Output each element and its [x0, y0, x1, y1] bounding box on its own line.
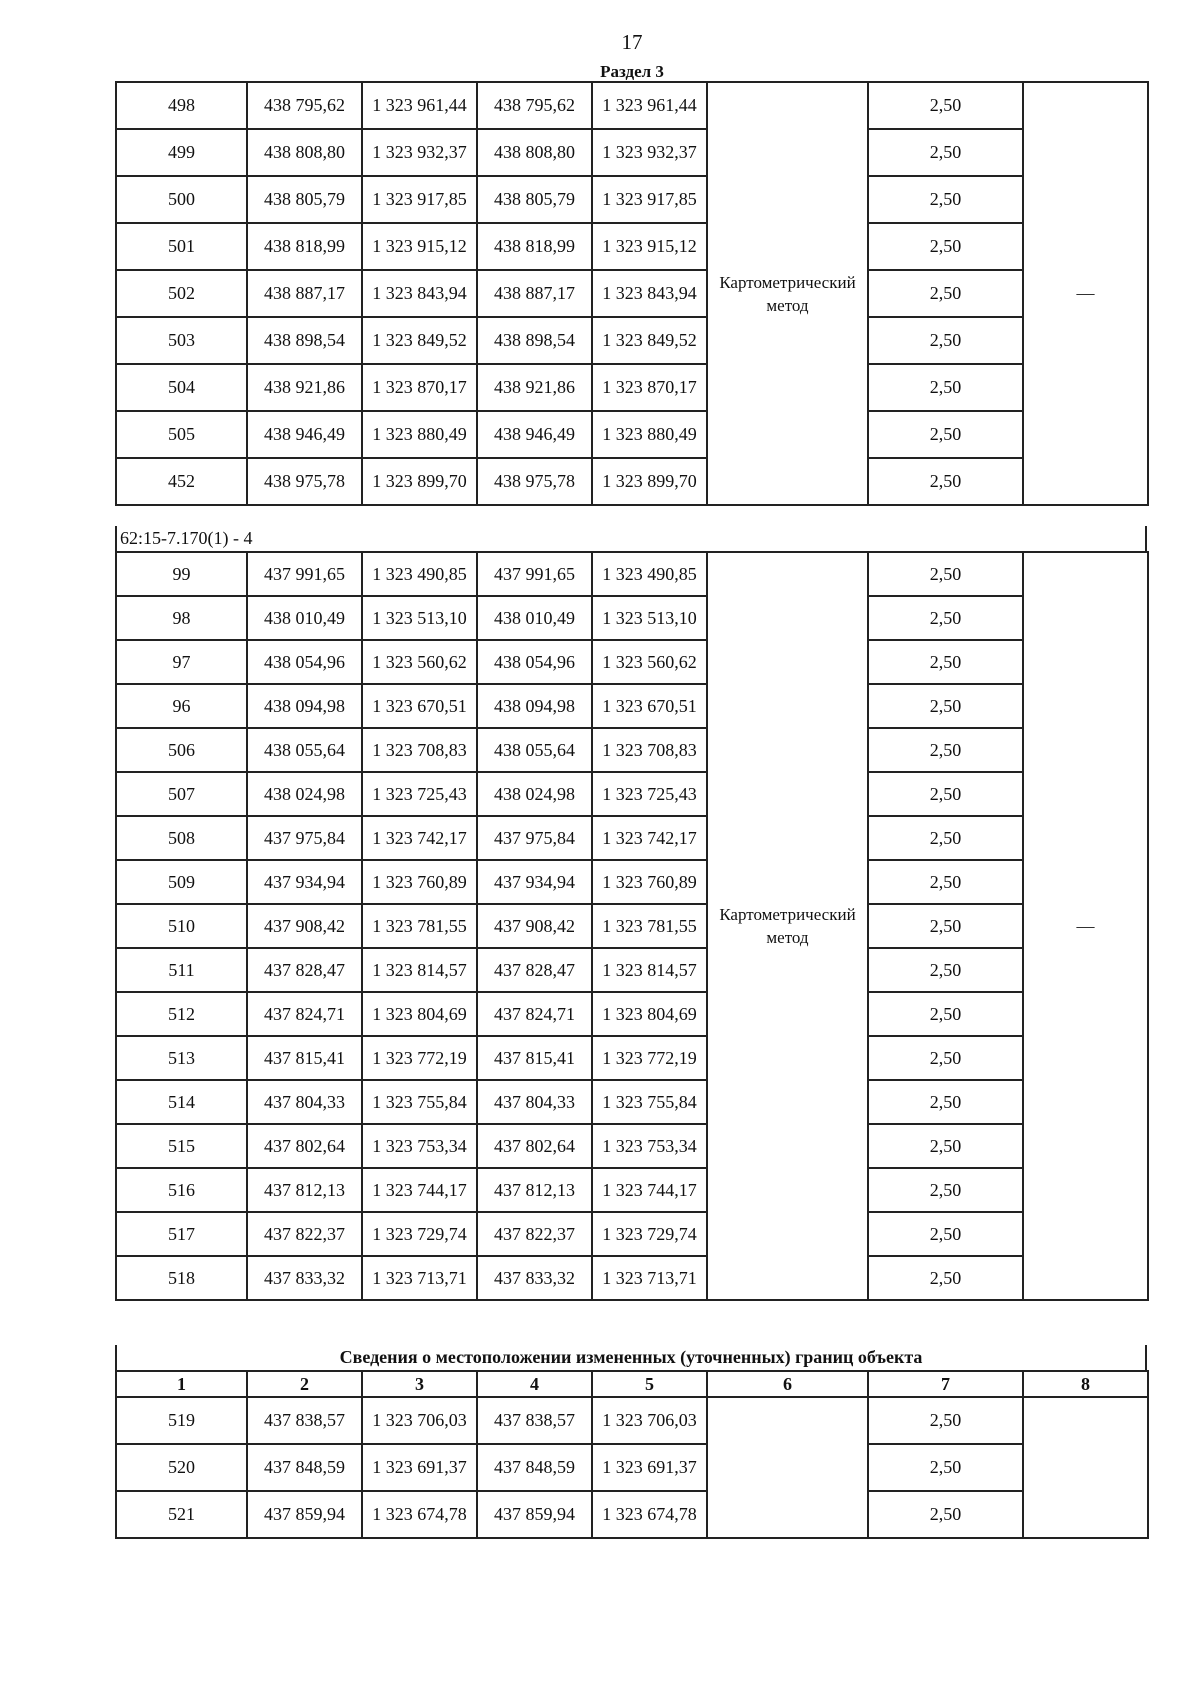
refined-x-cell: 438 805,79: [477, 176, 592, 223]
refined-x-cell: 437 824,71: [477, 992, 592, 1036]
point-number-cell: 502: [116, 270, 247, 317]
existing-x-cell: 437 934,94: [247, 860, 362, 904]
existing-x-cell: 438 094,98: [247, 684, 362, 728]
existing-x-cell: 438 946,49: [247, 411, 362, 458]
column-number-cell: 2: [247, 1371, 362, 1397]
existing-y-cell: 1 323 560,62: [362, 640, 477, 684]
refined-y-cell: 1 323 755,84: [592, 1080, 707, 1124]
existing-x-cell: 437 824,71: [247, 992, 362, 1036]
table-row: [116, 1491, 1148, 1538]
point-number-cell: 508: [116, 816, 247, 860]
refined-y-cell: 1 323 781,55: [592, 904, 707, 948]
existing-x-cell: 437 815,41: [247, 1036, 362, 1080]
table-row: [116, 223, 1148, 270]
column-number-cell: 7: [868, 1371, 1023, 1397]
existing-y-cell: 1 323 706,03: [362, 1397, 477, 1444]
existing-y-cell: 1 323 932,37: [362, 129, 477, 176]
refined-y-cell: 1 323 742,17: [592, 816, 707, 860]
point-number-cell: 507: [116, 772, 247, 816]
refined-y-cell: 1 323 670,51: [592, 684, 707, 728]
existing-y-cell: 1 323 753,34: [362, 1124, 477, 1168]
accuracy-cell: 2,50: [868, 728, 1023, 772]
refined-x-cell: 437 908,42: [477, 904, 592, 948]
table-row: [116, 270, 1148, 317]
existing-y-cell: 1 323 744,17: [362, 1168, 477, 1212]
existing-x-cell: 438 898,54: [247, 317, 362, 364]
point-number-cell: 504: [116, 364, 247, 411]
accuracy-cell: 2,50: [868, 640, 1023, 684]
point-number-cell: 521: [116, 1491, 247, 1538]
table-row: [116, 948, 1148, 992]
existing-x-cell: 438 975,78: [247, 458, 362, 505]
accuracy-cell: 2,50: [868, 1036, 1023, 1080]
table-row: [116, 904, 1148, 948]
accuracy-cell: 2,50: [868, 684, 1023, 728]
point-number-cell: 509: [116, 860, 247, 904]
table-row: [116, 1397, 1148, 1444]
existing-x-cell: 437 975,84: [247, 816, 362, 860]
table-row: [116, 458, 1148, 505]
refined-x-cell: 437 859,94: [477, 1491, 592, 1538]
refined-x-cell: 437 838,57: [477, 1397, 592, 1444]
column-number-cell: 3: [362, 1371, 477, 1397]
refined-y-cell: 1 323 804,69: [592, 992, 707, 1036]
accuracy-cell: 2,50: [868, 270, 1023, 317]
existing-y-cell: 1 323 915,12: [362, 223, 477, 270]
existing-x-cell: 438 818,99: [247, 223, 362, 270]
refined-y-cell: 1 323 490,85: [592, 552, 707, 596]
column-number-header: [115, 1370, 1149, 1398]
accuracy-cell: 2,50: [868, 816, 1023, 860]
point-number-cell: 518: [116, 1256, 247, 1300]
refined-y-cell: 1 323 706,03: [592, 1397, 707, 1444]
refined-y-cell: 1 323 753,34: [592, 1124, 707, 1168]
refined-x-cell: 438 010,49: [477, 596, 592, 640]
note-cell: [1023, 1397, 1148, 1538]
existing-y-cell: 1 323 843,94: [362, 270, 477, 317]
existing-x-cell: 437 991,65: [247, 552, 362, 596]
accuracy-cell: 2,50: [868, 552, 1023, 596]
existing-x-cell: 437 833,32: [247, 1256, 362, 1300]
accuracy-cell: 2,50: [868, 223, 1023, 270]
existing-y-cell: 1 323 674,78: [362, 1491, 477, 1538]
point-number-cell: 97: [116, 640, 247, 684]
point-number-cell: 511: [116, 948, 247, 992]
point-number-cell: 498: [116, 82, 247, 129]
accuracy-cell: 2,50: [868, 1491, 1023, 1538]
accuracy-cell: 2,50: [868, 129, 1023, 176]
column-number-cell: 6: [707, 1371, 868, 1397]
accuracy-cell: 2,50: [868, 411, 1023, 458]
refined-x-cell: 438 054,96: [477, 640, 592, 684]
existing-x-cell: 437 848,59: [247, 1444, 362, 1491]
existing-x-cell: 437 804,33: [247, 1080, 362, 1124]
existing-x-cell: 437 812,13: [247, 1168, 362, 1212]
refined-y-cell: 1 323 691,37: [592, 1444, 707, 1491]
refined-x-cell: 438 818,99: [477, 223, 592, 270]
existing-x-cell: 438 024,98: [247, 772, 362, 816]
refined-x-cell: 437 991,65: [477, 552, 592, 596]
table-row: [116, 552, 1148, 596]
accuracy-cell: 2,50: [868, 948, 1023, 992]
existing-y-cell: 1 323 670,51: [362, 684, 477, 728]
point-number-cell: 506: [116, 728, 247, 772]
refined-x-cell: 438 975,78: [477, 458, 592, 505]
existing-y-cell: 1 323 760,89: [362, 860, 477, 904]
table-row: [116, 728, 1148, 772]
refined-y-cell: 1 323 560,62: [592, 640, 707, 684]
refined-x-cell: 437 848,59: [477, 1444, 592, 1491]
point-number-cell: 515: [116, 1124, 247, 1168]
table-row: [116, 596, 1148, 640]
table-row: [116, 772, 1148, 816]
point-number-cell: 517: [116, 1212, 247, 1256]
refined-y-cell: 1 323 814,57: [592, 948, 707, 992]
refined-x-cell: 437 833,32: [477, 1256, 592, 1300]
refined-y-cell: 1 323 917,85: [592, 176, 707, 223]
refined-y-cell: 1 323 713,71: [592, 1256, 707, 1300]
existing-x-cell: 438 795,62: [247, 82, 362, 129]
refined-x-cell: 438 887,17: [477, 270, 592, 317]
existing-x-cell: 437 838,57: [247, 1397, 362, 1444]
table-row: [116, 1124, 1148, 1168]
accuracy-cell: 2,50: [868, 1397, 1023, 1444]
refined-x-cell: 437 828,47: [477, 948, 592, 992]
existing-y-cell: 1 323 691,37: [362, 1444, 477, 1491]
accuracy-cell: 2,50: [868, 1124, 1023, 1168]
table-row: [116, 176, 1148, 223]
existing-x-cell: 438 887,17: [247, 270, 362, 317]
existing-y-cell: 1 323 899,70: [362, 458, 477, 505]
accuracy-cell: 2,50: [868, 364, 1023, 411]
refined-x-cell: 438 921,86: [477, 364, 592, 411]
method-cell: Картометрический метод: [707, 552, 868, 1300]
refined-y-cell: 1 323 674,78: [592, 1491, 707, 1538]
point-number-cell: 452: [116, 458, 247, 505]
refined-y-cell: 1 323 915,12: [592, 223, 707, 270]
group-label: 62:15-7.170(1) - 4: [120, 528, 253, 548]
accuracy-cell: 2,50: [868, 317, 1023, 364]
existing-y-cell: 1 323 490,85: [362, 552, 477, 596]
refined-x-cell: 437 822,37: [477, 1212, 592, 1256]
point-number-cell: 96: [116, 684, 247, 728]
refined-x-cell: 438 808,80: [477, 129, 592, 176]
existing-y-cell: 1 323 725,43: [362, 772, 477, 816]
existing-y-cell: 1 323 961,44: [362, 82, 477, 129]
table-row: [116, 640, 1148, 684]
existing-x-cell: 437 859,94: [247, 1491, 362, 1538]
table-row: [116, 816, 1148, 860]
refined-x-cell: 438 024,98: [477, 772, 592, 816]
refined-y-cell: 1 323 772,19: [592, 1036, 707, 1080]
table-row: [116, 860, 1148, 904]
point-number-cell: 505: [116, 411, 247, 458]
table-row: [116, 364, 1148, 411]
coordinates-table-block-1: [115, 81, 1149, 506]
point-number-cell: 503: [116, 317, 247, 364]
coordinates-table-block-3: [115, 1396, 1149, 1539]
point-number-cell: 99: [116, 552, 247, 596]
refined-y-cell: 1 323 961,44: [592, 82, 707, 129]
existing-x-cell: 438 055,64: [247, 728, 362, 772]
table-row: [116, 1212, 1148, 1256]
refined-y-cell: 1 323 880,49: [592, 411, 707, 458]
coordinates-table-block-2: [115, 551, 1149, 1301]
table-row: [116, 82, 1148, 129]
group-label-row: [115, 526, 1147, 551]
refined-x-cell: 437 975,84: [477, 816, 592, 860]
column-number-cell: 5: [592, 1371, 707, 1397]
refined-y-cell: 1 323 760,89: [592, 860, 707, 904]
refined-x-cell: 437 802,64: [477, 1124, 592, 1168]
refined-x-cell: 438 898,54: [477, 317, 592, 364]
existing-y-cell: 1 323 513,10: [362, 596, 477, 640]
point-number-cell: 500: [116, 176, 247, 223]
existing-y-cell: 1 323 708,83: [362, 728, 477, 772]
existing-x-cell: 438 054,96: [247, 640, 362, 684]
existing-x-cell: 438 921,86: [247, 364, 362, 411]
accuracy-cell: 2,50: [868, 82, 1023, 129]
method-cell: Картометрический метод: [707, 82, 868, 505]
refined-y-cell: 1 323 744,17: [592, 1168, 707, 1212]
table-row: [116, 1036, 1148, 1080]
refined-y-cell: 1 323 843,94: [592, 270, 707, 317]
accuracy-cell: 2,50: [868, 992, 1023, 1036]
refined-x-cell: 438 094,98: [477, 684, 592, 728]
point-number-cell: 513: [116, 1036, 247, 1080]
point-number-cell: 510: [116, 904, 247, 948]
point-number-cell: 512: [116, 992, 247, 1036]
refined-x-cell: 438 055,64: [477, 728, 592, 772]
refined-y-cell: 1 323 899,70: [592, 458, 707, 505]
table-row: [116, 317, 1148, 364]
table-row: [116, 1080, 1148, 1124]
existing-y-cell: 1 323 742,17: [362, 816, 477, 860]
refined-x-cell: 438 946,49: [477, 411, 592, 458]
accuracy-cell: 2,50: [868, 772, 1023, 816]
table-row: [116, 1444, 1148, 1491]
existing-y-cell: 1 323 870,17: [362, 364, 477, 411]
refined-y-cell: 1 323 870,17: [592, 364, 707, 411]
accuracy-cell: 2,50: [868, 1256, 1023, 1300]
column-number-cell: 4: [477, 1371, 592, 1397]
existing-x-cell: 438 010,49: [247, 596, 362, 640]
accuracy-cell: 2,50: [868, 458, 1023, 505]
table-row: [116, 1256, 1148, 1300]
accuracy-cell: 2,50: [868, 860, 1023, 904]
method-cell: [707, 1397, 868, 1538]
section-title: Раздел 3: [600, 62, 664, 81]
accuracy-cell: 2,50: [868, 1168, 1023, 1212]
existing-y-cell: 1 323 772,19: [362, 1036, 477, 1080]
accuracy-cell: 2,50: [868, 1212, 1023, 1256]
existing-y-cell: 1 323 849,52: [362, 317, 477, 364]
table-row: [116, 411, 1148, 458]
existing-y-cell: 1 323 713,71: [362, 1256, 477, 1300]
table-row: [116, 992, 1148, 1036]
accuracy-cell: 2,50: [868, 904, 1023, 948]
existing-y-cell: 1 323 729,74: [362, 1212, 477, 1256]
table-row: [116, 1168, 1148, 1212]
point-number-cell: 520: [116, 1444, 247, 1491]
existing-x-cell: 438 805,79: [247, 176, 362, 223]
note-cell: —: [1023, 82, 1148, 505]
existing-x-cell: 437 822,37: [247, 1212, 362, 1256]
refined-y-cell: 1 323 513,10: [592, 596, 707, 640]
note-cell: —: [1023, 552, 1148, 1300]
accuracy-cell: 2,50: [868, 596, 1023, 640]
refined-y-cell: 1 323 725,43: [592, 772, 707, 816]
table-row: [116, 129, 1148, 176]
refined-x-cell: 437 815,41: [477, 1036, 592, 1080]
point-number-cell: 98: [116, 596, 247, 640]
refined-y-cell: 1 323 932,37: [592, 129, 707, 176]
existing-y-cell: 1 323 781,55: [362, 904, 477, 948]
point-number-cell: 519: [116, 1397, 247, 1444]
table-row: [116, 684, 1148, 728]
point-number-cell: 501: [116, 223, 247, 270]
page-number: 17: [621, 30, 643, 54]
existing-y-cell: 1 323 804,69: [362, 992, 477, 1036]
existing-x-cell: 437 908,42: [247, 904, 362, 948]
refined-y-cell: 1 323 708,83: [592, 728, 707, 772]
refined-x-cell: 437 812,13: [477, 1168, 592, 1212]
existing-y-cell: 1 323 814,57: [362, 948, 477, 992]
existing-y-cell: 1 323 755,84: [362, 1080, 477, 1124]
refined-x-cell: 437 934,94: [477, 860, 592, 904]
refined-x-cell: 437 804,33: [477, 1080, 592, 1124]
existing-x-cell: 438 808,80: [247, 129, 362, 176]
point-number-cell: 516: [116, 1168, 247, 1212]
column-number-cell: 1: [116, 1371, 247, 1397]
point-number-cell: 499: [116, 129, 247, 176]
accuracy-cell: 2,50: [868, 1080, 1023, 1124]
accuracy-cell: 2,50: [868, 1444, 1023, 1491]
info-title: Сведения о местоположении измененных (уточненных) границ объекта: [115, 1345, 1147, 1372]
existing-y-cell: 1 323 917,85: [362, 176, 477, 223]
point-number-cell: 514: [116, 1080, 247, 1124]
existing-y-cell: 1 323 880,49: [362, 411, 477, 458]
refined-x-cell: 438 795,62: [477, 82, 592, 129]
existing-x-cell: 437 802,64: [247, 1124, 362, 1168]
refined-y-cell: 1 323 849,52: [592, 317, 707, 364]
existing-x-cell: 437 828,47: [247, 948, 362, 992]
column-number-cell: 8: [1023, 1371, 1148, 1397]
accuracy-cell: 2,50: [868, 176, 1023, 223]
refined-y-cell: 1 323 729,74: [592, 1212, 707, 1256]
